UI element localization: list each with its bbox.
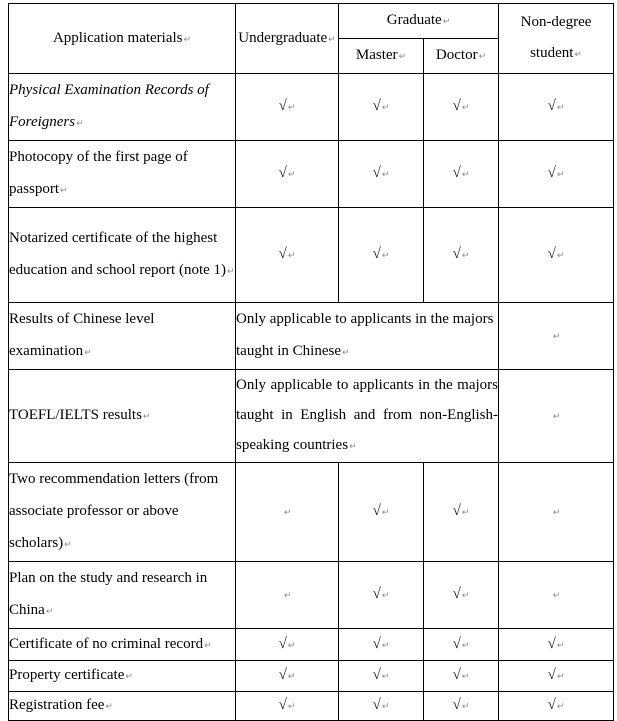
- check-mark: √: [452, 503, 461, 519]
- check-mark: √: [452, 165, 461, 181]
- check-mark: √: [372, 586, 381, 602]
- paragraph-mark: ↵: [381, 103, 390, 113]
- paragraph-mark: ↵: [227, 267, 235, 277]
- paragraph-mark: ↵: [142, 412, 151, 422]
- table-row: [9, 661, 614, 692]
- paragraph-mark: ↵: [381, 251, 390, 261]
- check-cell-undergraduate: [236, 208, 339, 303]
- paragraph-mark: ↵: [183, 34, 192, 45]
- check-mark: √: [372, 246, 381, 262]
- check-cell-undergraduate: [236, 661, 339, 692]
- check-cell-doctor: [424, 562, 499, 629]
- table-row: [9, 629, 614, 661]
- check-cell-non-degree: [499, 74, 614, 141]
- paragraph-mark: ↵: [461, 251, 470, 261]
- header-master: [339, 39, 424, 74]
- note-cell-english-majors: [236, 370, 499, 463]
- check-mark: √: [372, 667, 381, 683]
- paragraph-mark: ↵: [552, 332, 561, 342]
- paragraph-mark: ↵: [461, 103, 470, 113]
- paragraph-mark: ↵: [381, 672, 390, 682]
- check-cell-non-degree: [499, 370, 614, 463]
- paragraph-mark: ↵: [60, 186, 68, 196]
- paragraph-mark: ↵: [283, 508, 292, 518]
- check-cell-doctor: [424, 74, 499, 141]
- paragraph-mark: ↵: [461, 640, 470, 651]
- check-cell-undergraduate: [236, 562, 339, 629]
- header-label: Application materials: [52, 29, 183, 46]
- header-undergraduate: [236, 4, 339, 74]
- row-label-cell: [9, 661, 236, 692]
- check-cell-master: [339, 463, 424, 562]
- row-label-cell: [9, 141, 236, 208]
- check-mark: √: [452, 697, 461, 713]
- row-label-cell: [9, 303, 236, 370]
- check-mark: √: [452, 586, 461, 602]
- check-cell-non-degree: [499, 463, 614, 562]
- check-cell-non-degree: [499, 208, 614, 303]
- check-mark: √: [372, 165, 381, 181]
- paragraph-mark: ↵: [381, 702, 390, 712]
- paragraph-mark: ↵: [381, 508, 390, 518]
- check-cell-doctor: [424, 692, 499, 721]
- check-cell-doctor: [424, 463, 499, 562]
- row-label-cell: [9, 370, 236, 463]
- check-cell-master: [339, 629, 424, 661]
- check-cell-non-degree: [499, 141, 614, 208]
- paragraph-mark: ↵: [556, 672, 565, 682]
- row-label: Plan on the study and research in China: [9, 570, 208, 618]
- check-cell-doctor: [424, 141, 499, 208]
- row-label: Registration fee: [9, 697, 105, 713]
- check-cell-undergraduate: [236, 463, 339, 562]
- check-cell-undergraduate: [236, 692, 339, 721]
- check-cell-master: [339, 141, 424, 208]
- check-cell-non-degree: [499, 692, 614, 721]
- row-label: Certificate of no criminal record: [9, 635, 204, 652]
- paragraph-mark: ↵: [381, 640, 390, 651]
- check-mark: √: [278, 635, 287, 652]
- header-label: Non-degree student: [520, 13, 592, 61]
- row-label-cell: [9, 463, 236, 562]
- paragraph-mark: ↵: [556, 640, 565, 651]
- header-label: Undergraduate: [238, 29, 328, 46]
- table-row: [9, 74, 614, 141]
- check-mark: √: [547, 667, 556, 683]
- header-non-degree-student: [499, 4, 614, 74]
- check-cell-non-degree: [499, 562, 614, 629]
- paragraph-mark: ↵: [552, 591, 561, 601]
- paragraph-mark: ↵: [442, 17, 451, 27]
- check-mark: √: [372, 98, 381, 114]
- paragraph-mark: ↵: [552, 508, 561, 518]
- paragraph-mark: ↵: [204, 640, 212, 651]
- row-label: TOEFL/IELTS results: [9, 407, 142, 423]
- row-label: Results of Chinese level examination: [9, 311, 155, 359]
- row-label: Physical Examination Records of Foreigners: [9, 82, 209, 130]
- check-cell-doctor: [424, 629, 499, 661]
- check-mark: √: [278, 98, 287, 114]
- paragraph-mark: ↵: [461, 508, 470, 518]
- note-text: Only applicable to applicants in the majors taught in English and from non-English-speaking countries: [236, 377, 499, 453]
- header-row-top: [9, 4, 614, 39]
- paragraph-mark: ↵: [349, 442, 357, 452]
- paragraph-mark: ↵: [45, 607, 54, 617]
- table-row: [9, 692, 614, 721]
- paragraph-mark: ↵: [556, 702, 565, 712]
- row-label: Property certificate: [9, 667, 125, 683]
- check-mark: √: [278, 165, 287, 181]
- check-cell-undergraduate: [236, 74, 339, 141]
- paragraph-mark: ↵: [287, 640, 296, 651]
- header-label: Doctor: [435, 47, 478, 63]
- paragraph-mark: ↵: [84, 348, 92, 358]
- check-mark: √: [547, 165, 556, 181]
- note-cell-chinese-majors: [236, 303, 499, 370]
- header-application-materials: [9, 4, 236, 74]
- table-row: [9, 141, 614, 208]
- table-row: [9, 562, 614, 629]
- table-row: [9, 303, 614, 370]
- check-mark: √: [372, 697, 381, 713]
- row-label-cell: [9, 562, 236, 629]
- row-label-cell: [9, 629, 236, 661]
- row-label-cell: [9, 692, 236, 721]
- check-mark: √: [372, 503, 381, 519]
- paragraph-mark: ↵: [381, 170, 390, 180]
- paragraph-mark: ↵: [381, 591, 390, 601]
- check-cell-doctor: [424, 661, 499, 692]
- paragraph-mark: ↵: [287, 702, 296, 712]
- table-row: [9, 208, 614, 303]
- paragraph-mark: ↵: [328, 34, 336, 45]
- note-text: Only applicable to applicants in the majors taught in Chinese: [236, 311, 494, 359]
- check-mark: √: [547, 246, 556, 262]
- row-label: Notarized certificate of the highest education and school report (note 1): [9, 230, 227, 278]
- row-label: Two recommendation letters (from associate professor or above scholars): [9, 471, 219, 551]
- check-cell-doctor: [424, 208, 499, 303]
- check-cell-master: [339, 208, 424, 303]
- application-materials-table: [8, 3, 614, 721]
- check-cell-master: [339, 74, 424, 141]
- check-mark: √: [372, 635, 381, 652]
- paragraph-mark: ↵: [461, 702, 470, 712]
- check-cell-undergraduate: [236, 629, 339, 661]
- check-cell-non-degree: [499, 629, 614, 661]
- check-mark: √: [452, 246, 461, 262]
- paragraph-mark: ↵: [105, 702, 113, 712]
- paragraph-mark: ↵: [556, 251, 565, 261]
- paragraph-mark: ↵: [287, 251, 296, 261]
- paragraph-mark: ↵: [478, 52, 487, 62]
- header-label: Master: [355, 47, 398, 63]
- paragraph-mark: ↵: [287, 170, 296, 180]
- paragraph-mark: ↵: [283, 591, 292, 601]
- check-mark: √: [278, 697, 287, 713]
- paragraph-mark: ↵: [76, 119, 84, 129]
- paragraph-mark: ↵: [125, 672, 133, 682]
- check-mark: √: [452, 635, 461, 652]
- paragraph-mark: ↵: [287, 103, 296, 113]
- paragraph-mark: ↵: [461, 170, 470, 180]
- paragraph-mark: ↵: [556, 170, 565, 180]
- check-mark: √: [278, 246, 287, 262]
- paragraph-mark: ↵: [556, 103, 565, 113]
- check-mark: √: [452, 98, 461, 114]
- paragraph-mark: ↵: [461, 672, 470, 682]
- header-doctor: [424, 39, 499, 74]
- check-mark: √: [452, 667, 461, 683]
- paragraph-mark: ↵: [64, 540, 72, 550]
- check-mark: √: [547, 697, 556, 713]
- check-cell-master: [339, 661, 424, 692]
- paragraph-mark: ↵: [574, 49, 582, 60]
- check-cell-undergraduate: [236, 141, 339, 208]
- check-mark: √: [547, 98, 556, 114]
- header-graduate: [339, 4, 499, 39]
- check-cell-non-degree: [499, 303, 614, 370]
- paragraph-mark: ↵: [342, 348, 350, 358]
- check-cell-non-degree: [499, 661, 614, 692]
- row-label-cell: [9, 74, 236, 141]
- paragraph-mark: ↵: [287, 672, 296, 682]
- table-row: [9, 370, 614, 463]
- paragraph-mark: ↵: [461, 591, 470, 601]
- paragraph-mark: ↵: [552, 412, 561, 422]
- check-mark: √: [278, 667, 287, 683]
- header-label: Graduate: [386, 12, 442, 28]
- paragraph-mark: ↵: [398, 52, 407, 62]
- row-label-cell: [9, 208, 236, 303]
- row-label: Photocopy of the first page of passport: [9, 149, 188, 197]
- check-mark: √: [547, 635, 556, 652]
- table-row: [9, 463, 614, 562]
- check-cell-master: [339, 562, 424, 629]
- check-cell-master: [339, 692, 424, 721]
